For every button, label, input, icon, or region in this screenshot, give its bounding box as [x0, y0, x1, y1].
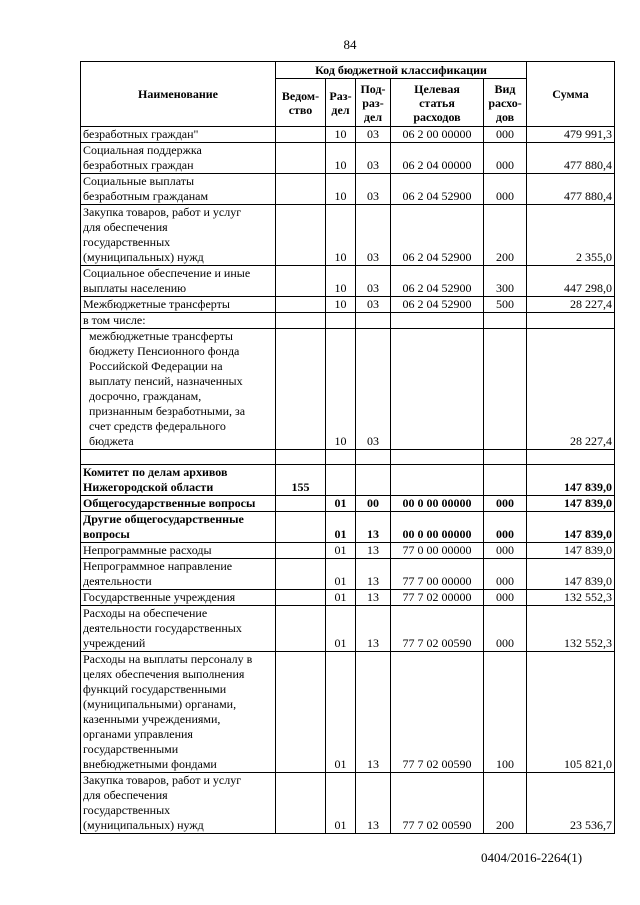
- cell-sum: [527, 313, 615, 329]
- cell-subsection: 03: [356, 127, 391, 143]
- cell-expense-type: 000: [484, 127, 527, 143]
- cell-section: 10: [326, 297, 356, 313]
- table-row: [81, 329, 615, 450]
- cell-department: [276, 496, 326, 512]
- cell-department: [276, 652, 326, 773]
- cell-department: [276, 606, 326, 652]
- cell-subsection: [356, 465, 391, 496]
- header-classification-group: Код бюджетной классификации: [276, 62, 527, 79]
- cell-sum: 479 991,3: [527, 127, 615, 143]
- budget-table: [80, 61, 615, 834]
- table-row: [81, 127, 615, 143]
- table-row: [81, 465, 615, 496]
- cell-department: [276, 543, 326, 559]
- cell-expense-type: 000: [484, 143, 527, 174]
- cell-subsection: 13: [356, 606, 391, 652]
- cell-sum: 477 880,4: [527, 174, 615, 205]
- cell-sum: 147 839,0: [527, 543, 615, 559]
- budget-table-wrapper: [80, 61, 614, 834]
- cell-expense-type: [484, 465, 527, 496]
- cell-department: [276, 512, 326, 543]
- cell-name: Расходы на выплаты персоналу в целях обеспечения выполнения функций государственными (муниципальными) органами, казенными учреждениями, органами управления государственными внебюджетными фондами: [81, 652, 276, 773]
- cell-department: [276, 559, 326, 590]
- cell-department: [276, 143, 326, 174]
- cell-section: 10: [326, 127, 356, 143]
- cell-name: межбюджетные трансферты бюджету Пенсионного фонда Российской Федерации на выплату пенсий, назначенных досрочно, гражданам, признанным безработными, за счет средств федерального бюджета: [81, 329, 276, 450]
- cell-section: 10: [326, 174, 356, 205]
- cell-sum: [527, 450, 615, 465]
- cell-department: [276, 590, 326, 606]
- table-row: [81, 512, 615, 543]
- cell-target-item: 06 2 04 52900: [391, 297, 484, 313]
- table-row: [81, 143, 615, 174]
- cell-name: Комитет по делам архивов Нижегородской области: [81, 465, 276, 496]
- table-row: [81, 559, 615, 590]
- cell-section: 01: [326, 559, 356, 590]
- page-number: 84: [343, 37, 357, 52]
- cell-subsection: 13: [356, 559, 391, 590]
- table-row: [81, 773, 615, 834]
- cell-sum: 477 880,4: [527, 143, 615, 174]
- header-subsection: Под- раз- дел: [356, 79, 391, 127]
- table-row: [81, 297, 615, 313]
- cell-sum: 447 298,0: [527, 266, 615, 297]
- cell-target-item: 06 2 04 52900: [391, 205, 484, 266]
- cell-subsection: 13: [356, 590, 391, 606]
- cell-section: [326, 450, 356, 465]
- cell-expense-type: [484, 313, 527, 329]
- cell-name: Социальные выплаты безработным гражданам: [81, 174, 276, 205]
- cell-department: [276, 297, 326, 313]
- cell-name: Закупка товаров, работ и услуг для обеспечения государственных (муниципальных) нужд: [81, 205, 276, 266]
- cell-department: [276, 174, 326, 205]
- cell-subsection: 03: [356, 266, 391, 297]
- cell-subsection: 03: [356, 329, 391, 450]
- cell-target-item: [391, 450, 484, 465]
- table-row: [81, 606, 615, 652]
- cell-expense-type: [484, 450, 527, 465]
- cell-subsection: 13: [356, 543, 391, 559]
- table-row: [81, 313, 615, 329]
- header-section: Раз- дел: [326, 79, 356, 127]
- cell-expense-type: 000: [484, 512, 527, 543]
- cell-target-item: 06 2 04 52900: [391, 266, 484, 297]
- cell-department: [276, 773, 326, 834]
- table-row: [81, 496, 615, 512]
- cell-sum: 147 839,0: [527, 465, 615, 496]
- cell-name: Социальное обеспечение и иные выплаты населению: [81, 266, 276, 297]
- cell-expense-type: 000: [484, 590, 527, 606]
- cell-target-item: 00 0 00 00000: [391, 496, 484, 512]
- cell-sum: 147 839,0: [527, 559, 615, 590]
- cell-name: Межбюджетные трансферты: [81, 297, 276, 313]
- cell-subsection: 03: [356, 143, 391, 174]
- cell-section: 01: [326, 543, 356, 559]
- cell-expense-type: [484, 329, 527, 450]
- cell-expense-type: 000: [484, 543, 527, 559]
- cell-expense-type: 000: [484, 559, 527, 590]
- cell-name: безработных граждан": [81, 127, 276, 143]
- cell-sum: 132 552,3: [527, 590, 615, 606]
- table-row: [81, 590, 615, 606]
- cell-name: Другие общегосударственные вопросы: [81, 512, 276, 543]
- header-target-item: Целевая статья расходов: [391, 79, 484, 127]
- table-row: [81, 266, 615, 297]
- cell-name: Расходы на обеспечение деятельности государственных учреждений: [81, 606, 276, 652]
- cell-section: 10: [326, 205, 356, 266]
- cell-expense-type: 100: [484, 652, 527, 773]
- cell-department: [276, 205, 326, 266]
- table-row: [81, 174, 615, 205]
- cell-expense-type: 500: [484, 297, 527, 313]
- cell-section: 10: [326, 266, 356, 297]
- cell-target-item: 06 2 04 00000: [391, 143, 484, 174]
- cell-subsection: 13: [356, 512, 391, 543]
- cell-sum: 147 839,0: [527, 512, 615, 543]
- cell-sum: 28 227,4: [527, 329, 615, 450]
- cell-section: [326, 465, 356, 496]
- cell-expense-type: 300: [484, 266, 527, 297]
- cell-department: 155: [276, 465, 326, 496]
- cell-expense-type: 000: [484, 496, 527, 512]
- cell-target-item: 77 7 02 00590: [391, 652, 484, 773]
- cell-section: 01: [326, 773, 356, 834]
- cell-subsection: 03: [356, 205, 391, 266]
- cell-subsection: 13: [356, 773, 391, 834]
- cell-section: 10: [326, 329, 356, 450]
- cell-expense-type: 000: [484, 606, 527, 652]
- header-sum: Сумма: [527, 62, 615, 127]
- cell-department: [276, 329, 326, 450]
- spacer-row: [81, 450, 615, 465]
- cell-section: [326, 313, 356, 329]
- cell-target-item: 77 7 02 00000: [391, 590, 484, 606]
- cell-target-item: 77 7 02 00590: [391, 773, 484, 834]
- cell-name: Общегосударственные вопросы: [81, 496, 276, 512]
- table-row: [81, 205, 615, 266]
- cell-sum: 28 227,4: [527, 297, 615, 313]
- cell-sum: 147 839,0: [527, 496, 615, 512]
- budget-table-body: [81, 127, 615, 834]
- cell-sum: 23 536,7: [527, 773, 615, 834]
- cell-section: 01: [326, 652, 356, 773]
- cell-section: 01: [326, 496, 356, 512]
- cell-name: Закупка товаров, работ и услуг для обеспечения государственных (муниципальных) нужд: [81, 773, 276, 834]
- cell-subsection: [356, 450, 391, 465]
- cell-subsection: 13: [356, 652, 391, 773]
- cell-subsection: [356, 313, 391, 329]
- cell-department: [276, 313, 326, 329]
- cell-department: [276, 127, 326, 143]
- cell-sum: 105 821,0: [527, 652, 615, 773]
- cell-target-item: 77 0 00 00000: [391, 543, 484, 559]
- cell-subsection: 03: [356, 174, 391, 205]
- header-name: Наименование: [81, 62, 276, 127]
- cell-section: 01: [326, 606, 356, 652]
- cell-target-item: [391, 465, 484, 496]
- cell-name: Государственные учреждения: [81, 590, 276, 606]
- header-expense-type: Вид расхо- дов: [484, 79, 527, 127]
- header-department: Ведом- ство: [276, 79, 326, 127]
- document-code: 0404/2016-2264(1): [481, 850, 583, 865]
- cell-sum: 2 355,0: [527, 205, 615, 266]
- cell-department: [276, 266, 326, 297]
- cell-target-item: 00 0 00 00000: [391, 512, 484, 543]
- cell-expense-type: 000: [484, 174, 527, 205]
- cell-subsection: 03: [356, 297, 391, 313]
- cell-expense-type: 200: [484, 205, 527, 266]
- cell-expense-type: 200: [484, 773, 527, 834]
- cell-name: [81, 450, 276, 465]
- cell-section: 01: [326, 512, 356, 543]
- cell-section: 10: [326, 143, 356, 174]
- cell-target-item: [391, 313, 484, 329]
- cell-target-item: 06 2 04 52900: [391, 174, 484, 205]
- cell-name: Непрограммные расходы: [81, 543, 276, 559]
- cell-subsection: 00: [356, 496, 391, 512]
- cell-target-item: 77 7 02 00590: [391, 606, 484, 652]
- cell-target-item: [391, 329, 484, 450]
- cell-department: [276, 450, 326, 465]
- cell-name: Непрограммное направление деятельности: [81, 559, 276, 590]
- cell-name: в том числе:: [81, 313, 276, 329]
- cell-name: Социальная поддержка безработных граждан: [81, 143, 276, 174]
- cell-section: 01: [326, 590, 356, 606]
- table-row: [81, 652, 615, 773]
- cell-target-item: 06 2 00 00000: [391, 127, 484, 143]
- cell-sum: 132 552,3: [527, 606, 615, 652]
- cell-target-item: 77 7 00 00000: [391, 559, 484, 590]
- table-row: [81, 543, 615, 559]
